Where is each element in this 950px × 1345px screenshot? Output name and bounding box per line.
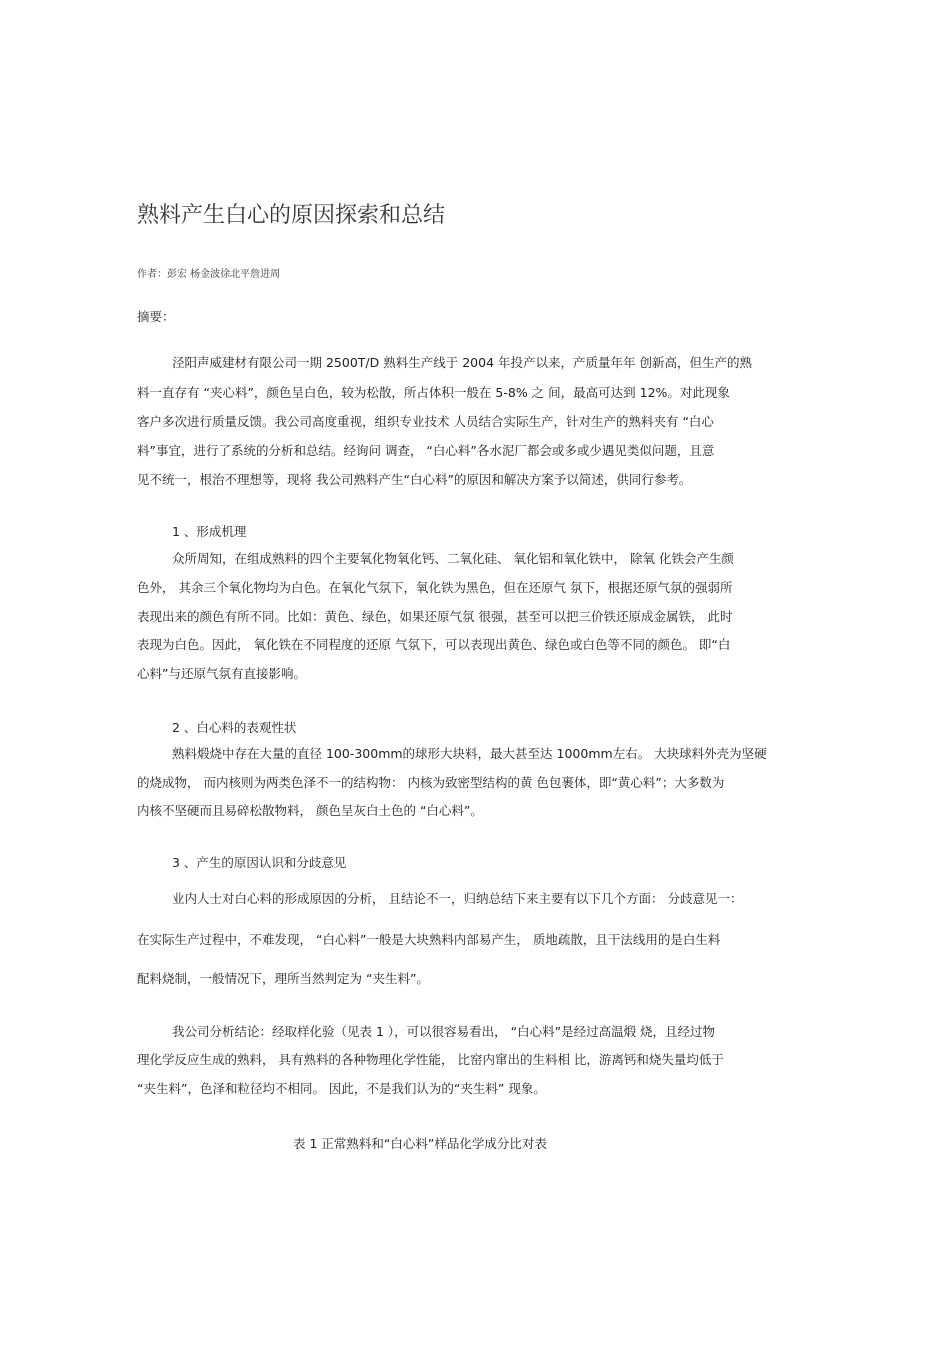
analysis-line: 理化学反应生成的熟料， 具有熟料的各种物理化学性能， 比窑内窜出的生料相 比，游离钙和烧失量均低于: [137, 1052, 724, 1067]
body-line: 熟料煅烧中存在大量的直径 100-300mm的球形大块料，最大甚至达 1000mm左右。 大块球料外壳为坚硬: [172, 746, 767, 761]
body-line: 心料”与还原气氛有直接影响。: [137, 666, 306, 681]
analysis-line: 我公司分析结论：经取样化验（见表 1 ），可以很容易看出， “白心料”是经过高温煅 烧，且经过物: [172, 1024, 716, 1039]
section-heading-2: 2 、白心料的表观性状: [172, 720, 297, 735]
abstract-line: 料一直存有 “夹心料”，颜色呈白色，较为松散，所占体积一般在 5-8% 之 间，最高可达到 12%。对此现象: [137, 385, 730, 400]
abstract-line: 见不统一，根治不理想等，现将 我公司熟料产生“白心料”的原因和解决方案予以简述，供同行参考。: [137, 472, 692, 487]
body-line: 色外， 其余三个氧化物均为白色。在氧化气氛下，氧化铁为黑色，但在还原气 氛下，根据还原气氛的强弱所: [137, 580, 733, 595]
body-line: 表现出来的颜色有所不同。比如：黄色、绿色，如果还原气氛 很强，甚至可以把三价铁还原成金属铁， 此时: [137, 609, 733, 624]
body-line: 表现为白色。因此， 氧化铁在不同程度的还原 气氛下，可以表现出黄色、绿色或白色等不同的颜色。 即“白: [137, 637, 731, 652]
body-line: 的烧成物， 而内核则为两类色泽不一的结构物： 内核为致密型结构的黄 色包裹体，即“黄心料”；大多数为: [137, 775, 725, 790]
section-heading-3: 3 、产生的原因认识和分歧意见: [172, 855, 347, 870]
body-line: 在实际生产过程中，不难发现， “白心料”一般是大块熟料内部易产生， 质地疏散，且干法线用的是白生料: [137, 932, 721, 947]
abstract-line: 泾阳声威建材有限公司一期 2500T/D 熟料生产线于 2004 年投产以来，产质量年年 创新高，但生产的熟: [172, 355, 752, 370]
body-line: 众所周知，在组成熟料的四个主要氧化物氧化钙、二氧化硅、 氧化铝和氧化铁中， 除氧 化铁会产生颜: [172, 551, 734, 566]
section-heading-1: 1 、形成机理: [172, 524, 247, 539]
abstract-label: 摘要：: [137, 309, 175, 324]
analysis-line: “夹生料”，色泽和粒径均不相同。 因此，不是我们认为的“夹生料” 现象。: [137, 1081, 546, 1096]
body-line: 配料烧制，一般情况下，理所当然判定为 “夹生料”。: [137, 971, 429, 986]
table-caption: 表 1 正常熟料和“白心料”样品化学成分比对表: [293, 1136, 547, 1151]
body-line: 内核不坚硬而且易碎松散物料， 颜色呈灰白土色的 “白心料”。: [137, 803, 483, 818]
document-title: 熟料产生白心的原因探索和总结: [137, 203, 446, 228]
author-line: 作者：彭宏 杨金波徐北平詹进周: [137, 269, 281, 280]
body-line: 业内人士对白心料的形成原因的分析， 且结论不一，归纳总结下来主要有以下几个方面： 分歧意见一：: [172, 891, 743, 906]
abstract-line: 料”事宜，进行了系统的分析和总结。经询问 调查， “白心料”各水泥厂都会或多或少遇见类似问题，且意: [137, 443, 715, 458]
abstract-line: 客户多次进行质量反馈。我公司高度重视，组织专业技术 人员结合实际生产，针对生产的熟料夹有 “白心: [137, 414, 714, 429]
